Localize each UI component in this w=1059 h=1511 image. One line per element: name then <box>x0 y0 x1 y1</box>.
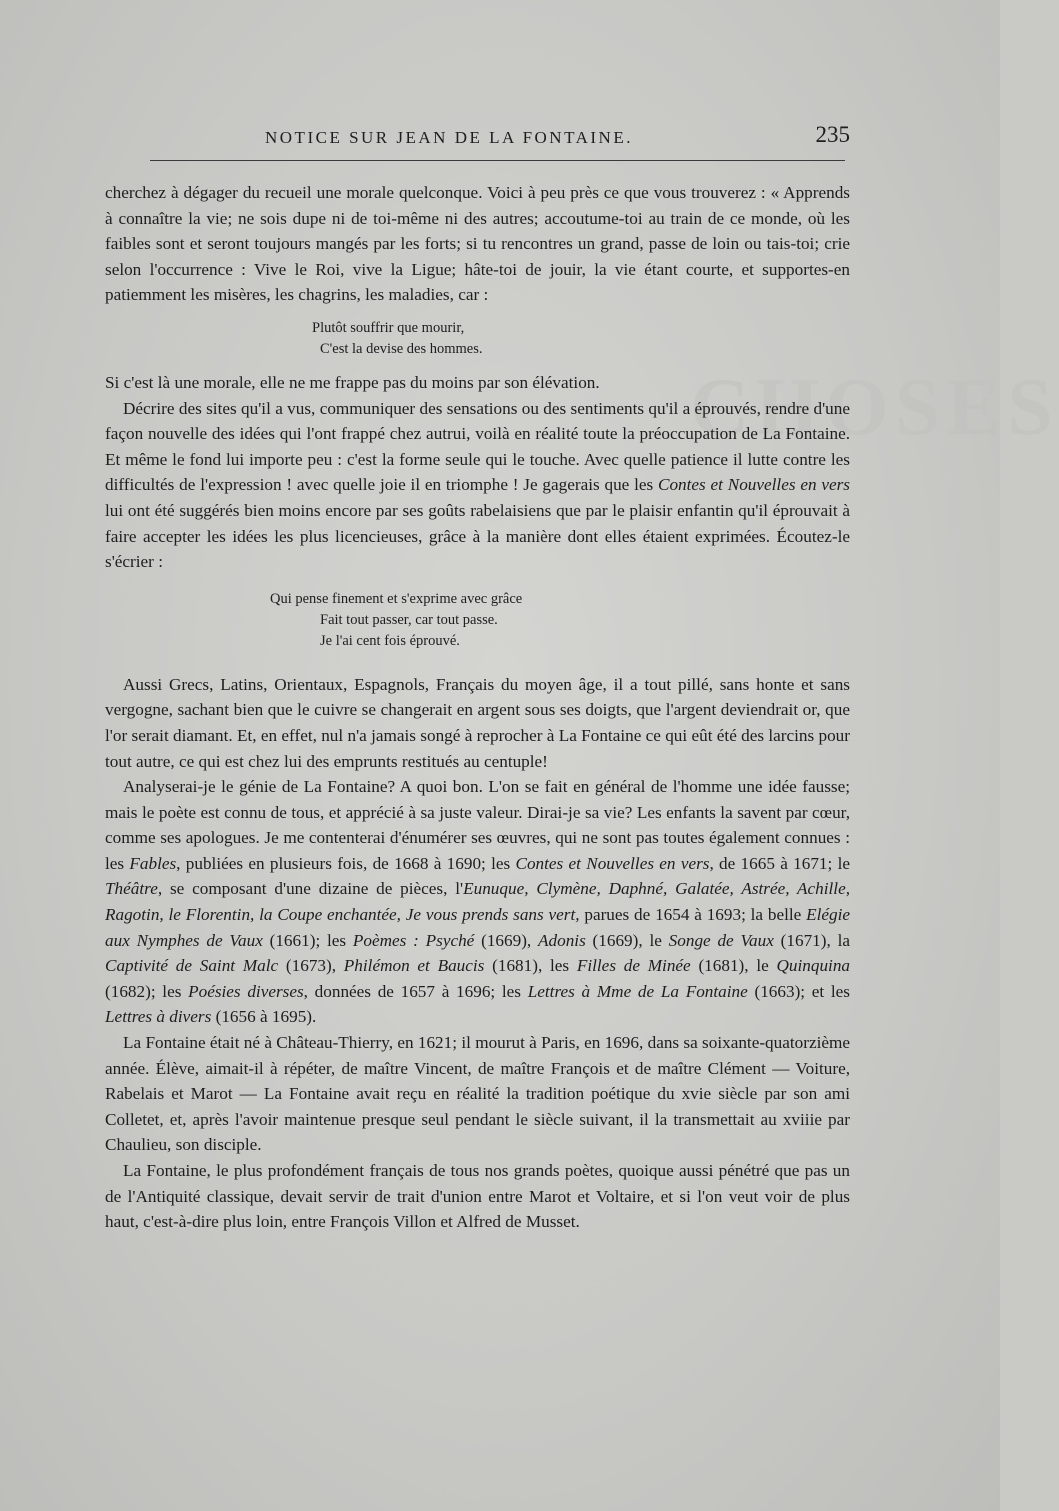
paragraph-5 <box>105 774 850 1030</box>
text-run: (1681), les <box>484 956 577 976</box>
italic-title: Philémon et Baucis <box>343 956 485 976</box>
main-text <box>105 180 850 1235</box>
paragraph-3 <box>105 396 850 575</box>
text-run: , données de 1657 à 1696; les <box>303 981 528 1001</box>
text-run: (1671), la <box>773 930 850 950</box>
italic-title: Lettres à divers <box>105 1007 212 1027</box>
italic-title: Quinquina <box>776 956 851 976</box>
verse-line: Je l'ai cent fois éprouvé. <box>320 632 460 649</box>
italic-title: Théâtre <box>105 879 158 899</box>
text-run: lui ont été suggérés bien moins encore par ses goûts rabelaisiens que par le plaisir enfantin qu'il éprouvait à faire accepter les idées les plus licencieuses, grâce à la manière dont elles étaient exprimées. Écoutez-le s'écrier : <box>105 500 850 572</box>
paragraph-2: Si c'est là une morale, elle ne me frappe pas du moins par son élévation. <box>105 372 600 392</box>
show-through-bleed: CHOSES <box>690 361 1059 452</box>
page-header <box>105 118 850 158</box>
italic-title: Contes et Nouvelles en vers <box>658 475 850 495</box>
paragraph-4: Aussi Grecs, Latins, Orientaux, Espagnols, Français du moyen âge, il a tout pillé, sans honte et sans vergogne, sachant bien que le cuivre se changerait en argent sous ses doigts, que l'argent deviendrait or, que l'or serait diamant. Et, en effet, nul n'a jamais songé à reprocher à La Fontaine ce qui eût été des larcins pour tout autre, ce qui est chez lui des emprunts restitués au centuple! <box>105 674 850 771</box>
text-run: (1669), le <box>585 930 669 950</box>
text-run: , publiées en plusieurs fois, de 1668 à 1690; les <box>176 853 516 873</box>
text-run: (1663); et les <box>747 981 850 1001</box>
text-run: , de 1665 à 1671; le <box>709 853 850 873</box>
text-run: Analyserai-je le génie de La Fontaine? A quoi bon. L'on se fait en général de l'homme une idée fausse; mais le poète est connu de tous, et apprécié à sa juste valeur. Dirai-je sa vie? Les enfants la savent par cœur, comme ses apologues. Je me contenterai d'énumérer ses œuvres, qui ne sont pas toutes également connues : les <box>105 777 850 873</box>
verse-quote-2 <box>105 589 850 652</box>
paragraph-7: La Fontaine, le plus profondément français de tous nos grands poètes, quoique aussi pénétré que pas un de l'Antiquité classique, devait servir de trait d'union entre Marot et Voltaire, et si l'on veut voir de plus haut, c'est-à-dire plus loin, entre François Villon et Alfred de Musset. <box>105 1161 850 1232</box>
text-run: parues de 1654 à 1693; la belle <box>579 905 807 925</box>
text-run: (1682); les <box>105 981 189 1001</box>
header-rule <box>150 160 845 161</box>
italic-title: Poésies diverses <box>188 981 304 1001</box>
paragraph-6: La Fontaine était né à Château-Thierry, en 1621; il mourut à Paris, en 1696, dans sa soixante-quatorzième année. Élève, aimait-il à répéter, de maître Vincent, de maître François et de maître Clément — Voiture, Rabelais et Marot — La Fontaine avait reçu en réalité la tradition poétique du xvie siècle par son ami Colletet, et, après l'avoir maintenue presque seul pendant le siècle suivant, il la transmettait au xviiie par Chaulieu, son disciple. <box>105 1033 850 1155</box>
verse-line: Qui pense finement et s'exprime avec grâce <box>270 590 523 607</box>
text-run: (1661); les <box>262 930 353 950</box>
italic-title: Eunuque, Clymène, Daphné, Galatée, Astrée, Achille, Ragotin, le Florentin, la Coupe enchantée, Je vous prends sans vert, <box>105 879 851 925</box>
text-run: (1656 à 1695). <box>211 1007 317 1027</box>
italic-title: Elégie aux Nymphes de Vaux <box>105 905 850 950</box>
text-run: (1673), <box>278 956 344 976</box>
verse-line: Plutôt souffrir que mourir, <box>312 319 465 336</box>
text-run: (1681), le <box>690 956 777 976</box>
italic-title: Lettres à Mme de La Fontaine <box>527 981 748 1001</box>
text-run: Décrire des sites qu'il a vus, communiquer des sensations ou des sentiments qu'il a éprouvés, rendre d'une façon nouvelle des idées qui l'ont frappé chez autrui, voilà en réalité toute la préoccupation de La Fontaine. Et même le fond lui importe peu : c'est la forme seule qui le touche. Avec quelle patience il lutte contre les difficultés de l'expression ! avec quelle joie il en triomphe ! Je gagerais que les <box>105 398 850 495</box>
italic-title: Contes et Nouvelles en vers <box>515 853 710 873</box>
italic-title: Adonis <box>538 930 586 950</box>
italic-title: Fables <box>129 853 177 873</box>
italic-title: Poèmes : Psyché <box>352 930 475 950</box>
running-title: NOTICE SUR JEAN DE LA FONTAINE. <box>265 128 633 147</box>
italic-title: Captivité de Saint Malc <box>105 956 279 976</box>
paragraph-1: cherchez à dégager du recueil une morale quelconque. Voici à peu près ce que vous trouverez : « Apprends à connaître la vie; ne sois dupe ni de toi-même ni des autres; accoutume-toi au train de ce monde, où les faibles sont et seront toujours mangés par les forts; si tu rencontres un grand, passe de loin ou tais-toi; crie selon l'occurrence : Vive le Roi, vive la Ligue; hâte-toi de jouir, la vie étant courte, et supportes-en patiemment les misères, les chagrins, les maladies, car : <box>105 183 850 305</box>
italic-title: Songe de Vaux <box>668 930 774 950</box>
text-run: , se composant d'une dizaine de pièces, l' <box>157 879 464 899</box>
verse-line: Fait tout passer, car tout passe. <box>320 611 498 628</box>
italic-title: Filles de Minée <box>576 956 691 976</box>
text-run: (1669), <box>474 930 539 950</box>
verse-quote-1 <box>105 318 850 360</box>
page-number: 235 <box>815 122 850 147</box>
verse-line: C'est la devise des hommes. <box>320 340 483 357</box>
